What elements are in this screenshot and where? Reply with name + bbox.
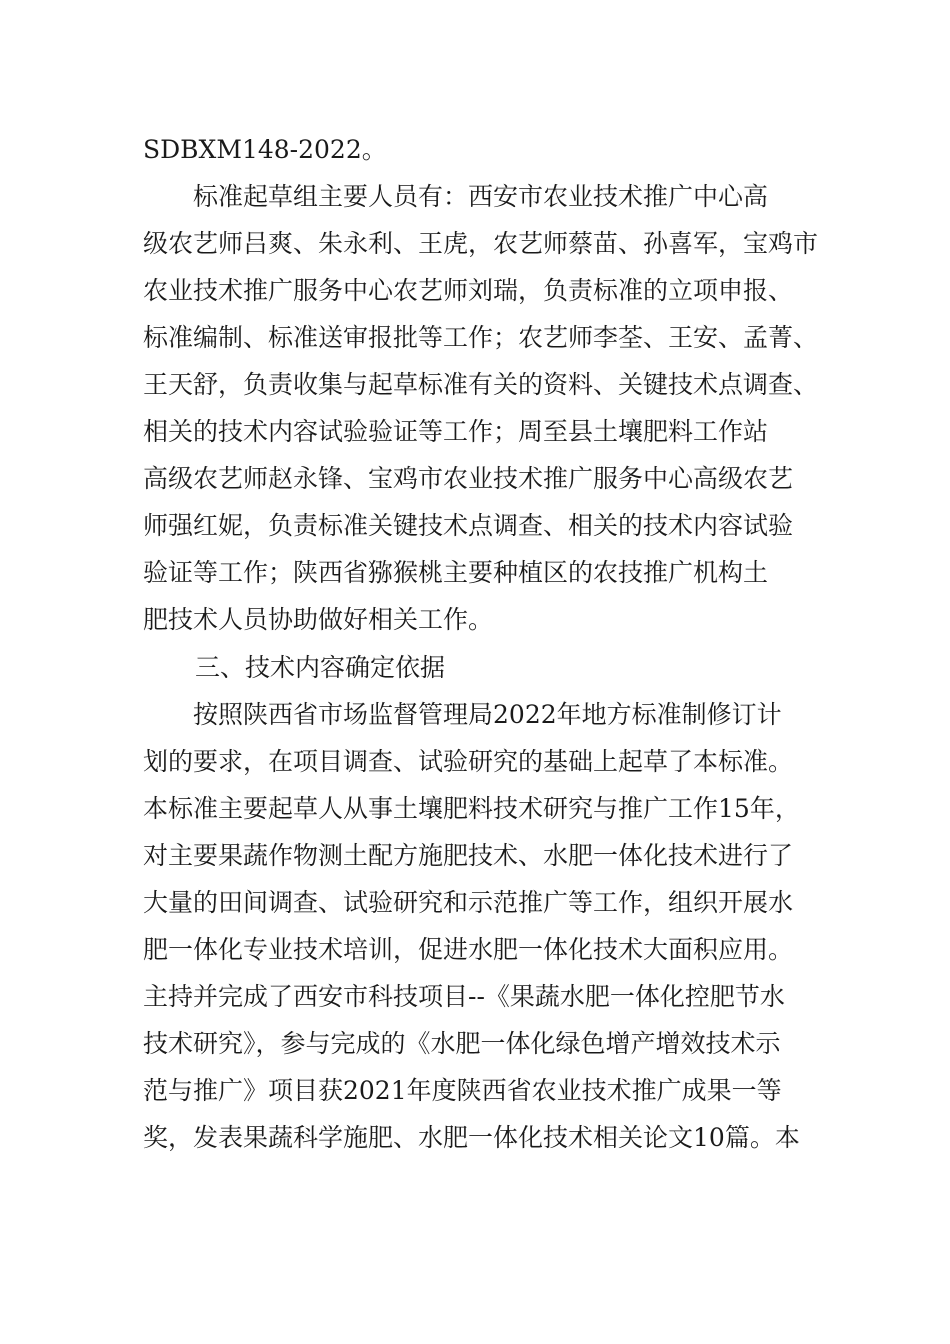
paragraph-line: 肥技术人员协助做好相关工作。: [143, 605, 494, 634]
paragraph-line: 奖，发表果蔬科学施肥、水肥一体化技术相关论文10篇。本: [143, 1123, 800, 1152]
paragraph-line: 农业技术推广服务中心农艺师刘瑞，负责标准的立项申报、: [143, 276, 794, 305]
paragraph-line: 相关的技术内容试验验证等工作；周至县土壤肥料工作站: [143, 417, 769, 446]
paragraph-line: 级农艺师吕爽、朱永利、王虎，农艺师蔡苗、孙喜军，宝鸡市: [143, 229, 819, 258]
paragraph-line: 大量的田间调查、试验研究和示范推广等工作，组织开展水: [143, 888, 794, 917]
paragraph-line: 标准编制、标准送审报批等工作；农艺师李荃、王安、孟菁、: [143, 323, 819, 352]
paragraph-line: SDBXM148-2022。: [143, 135, 387, 164]
paragraph-line: 标准起草组主要人员有：西安市农业技术推广中心高: [143, 182, 769, 211]
paragraph-line: 本标准主要起草人从事土壤肥料技术研究与推广工作15年，: [143, 794, 800, 823]
paragraph-line: 划的要求，在项目调查、试验研究的基础上起草了本标准。: [143, 747, 794, 776]
section-heading: 三、技术内容确定依据: [195, 653, 446, 682]
paragraph-line: 主持并完成了西安市科技项目--《果蔬水肥一体化控肥节水: [143, 982, 785, 1011]
paragraph-line: 对主要果蔬作物测土配方施肥技术、水肥一体化技术进行了: [143, 841, 794, 870]
paragraph-line: 王天舒，负责收集与起草标准有关的资料、关键技术点调查、: [143, 370, 819, 399]
paragraph-line: 高级农艺师赵永锋、宝鸡市农业技术推广服务中心高级农艺: [143, 464, 794, 493]
paragraph-line: 技术研究》，参与完成的《水肥一体化绿色增产增效技术示: [143, 1029, 781, 1058]
paragraph-line: 师强红妮，负责标准关键技术点调查、相关的技术内容试验: [143, 511, 794, 540]
paragraph-line: 验证等工作；陕西省猕猴桃主要种植区的农技推广机构土: [143, 558, 769, 587]
paragraph-line: 按照陕西省市场监督管理局2022年地方标准制修订计: [143, 700, 782, 729]
paragraph-line: 范与推广》项目获2021年度陕西省农业技术推广成果一等: [143, 1076, 782, 1105]
paragraph-line: 肥一体化专业技术培训，促进水肥一体化技术大面积应用。: [143, 935, 794, 964]
